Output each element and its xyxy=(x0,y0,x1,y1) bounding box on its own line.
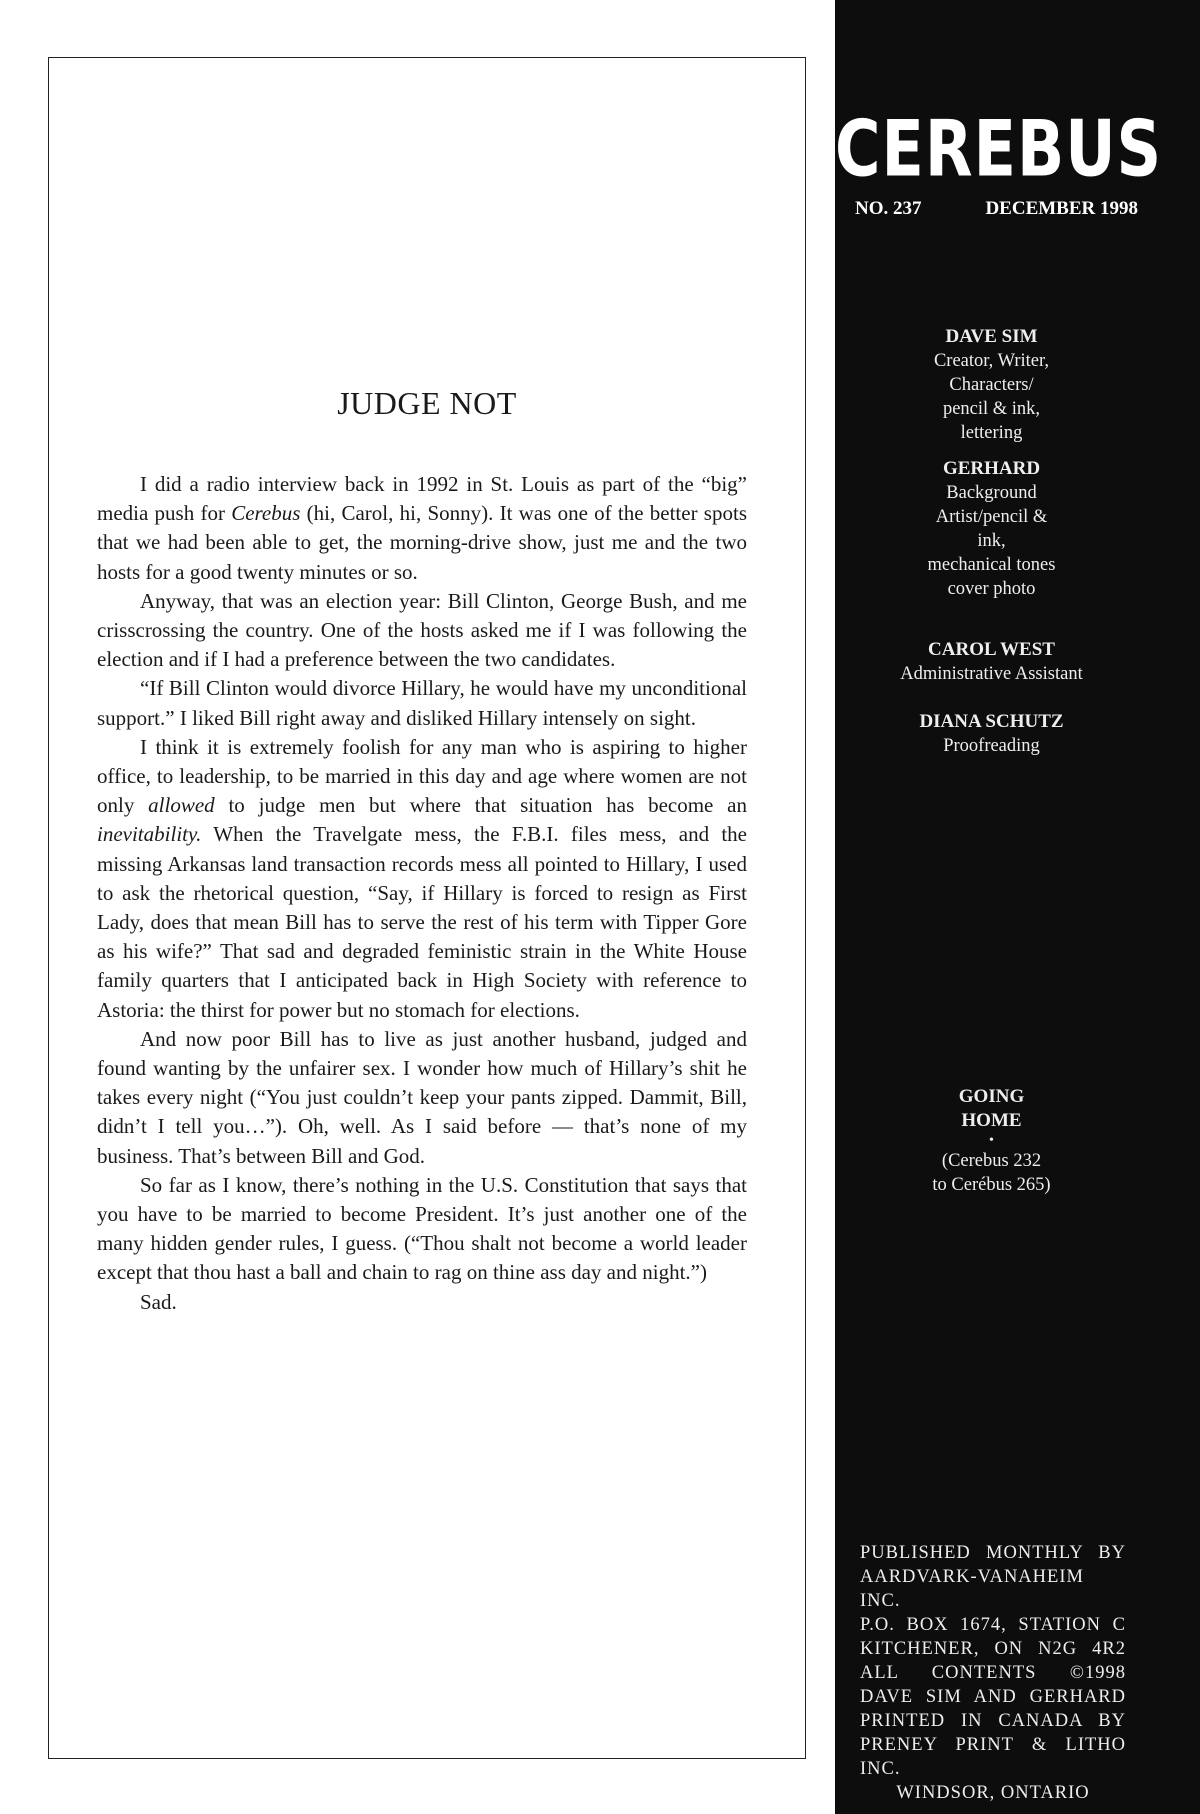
story-arc xyxy=(835,1085,1148,1197)
credit-name: GERHARD xyxy=(942,458,1041,479)
article-title: JUDGE NOT xyxy=(337,385,517,421)
paragraph: I think it is extremely foolish for any man who is aspiring to higher office, to leadership, to be married in this day and age where women are not only allowed to judge men but where that situation has become an inevitability. When the Travelgate mess, the F.B.I. files mess, and the missing Arkansas land transaction records mess all pointed to Hillary, I used to ask the rhetorical question, “Say, if Hillary is forced to resign as First Lady, does that mean Bill has to serve the rest of his term with Tipper Gore as his wife?” That sad and degraded feministic strain in the White House family quarters that I anticipated back in High Society with reference to Astoria: the thirst for power but no stomach for elections. xyxy=(97,734,747,1022)
publisher-line: KITCHENER, ON N2G 4R2 xyxy=(860,1639,1126,1659)
publisher-line: PUBLISHED MONTHLY BY xyxy=(860,1543,1126,1563)
credit-role: Characters/ xyxy=(949,375,1034,395)
credit-diana-schutz xyxy=(835,710,1148,758)
article-body xyxy=(97,470,747,1317)
publisher-line: PRENEY PRINT & LITHO INC. xyxy=(860,1735,1126,1779)
paragraph: Anyway, that was an election year: Bill Clinton, George Bush, and me crisscrossing the country. One of the hosts asked me if I was following the election and if I had a preference between the two candidates. xyxy=(97,588,747,672)
credit-name: DAVE SIM xyxy=(945,326,1038,347)
paragraph: “If Bill Clinton would divorce Hillary, he would have my unconditional support.” I liked Bill right away and disliked Hillary intensely on sight. xyxy=(97,676,747,730)
paragraph: Sad. xyxy=(140,1289,177,1314)
publisher-line: AARDVARK-VANAHEIM INC. xyxy=(860,1567,1084,1611)
credit-carol-west xyxy=(835,638,1148,686)
publisher-line: ALL CONTENTS ©1998 xyxy=(860,1663,1126,1683)
credit-role: Administrative Assistant xyxy=(900,664,1083,684)
paragraph: So far as I know, there’s nothing in the U.S. Constitution that says that you have to be married to become President. It’s just another one of the many hidden gender rules, I guess. (“Thou shalt not become a world leader except that thou hast a ball and chain to rag on thine ass day and night.”) xyxy=(97,1172,747,1285)
credit-role: Creator, Writer, xyxy=(933,351,1050,371)
paragraph: I did a radio interview back in 1992 in St. Louis as part of the “big” media push for Cerebus (hi, Carol, hi, Sonny). It was one of the better spots that we had been able to get, the morning-drive show, just me and the two hosts for a good twenty minutes or so. xyxy=(97,472,747,584)
credit-name: CAROL WEST xyxy=(928,639,1055,660)
issue-date: DECEMBER 1998 xyxy=(985,198,1138,219)
credit-role: pencil & ink, xyxy=(942,399,1041,419)
credit-gerhard xyxy=(835,457,1148,601)
story-title: HOME xyxy=(961,1110,1022,1131)
story-title: GOING xyxy=(958,1086,1025,1107)
credit-role: ink, xyxy=(977,531,1006,551)
credit-role: lettering xyxy=(960,423,1023,443)
issue-line xyxy=(855,198,1138,220)
story-range: to Cerébus 265) xyxy=(932,1175,1051,1195)
publisher-line: P.O. BOX 1674, STATION C xyxy=(860,1615,1126,1635)
publisher-line: DAVE SIM AND GERHARD xyxy=(860,1687,1126,1707)
credit-dave-sim xyxy=(835,325,1148,445)
publisher-line: WINDSOR, ONTARIO xyxy=(896,1783,1090,1803)
credit-role: cover photo xyxy=(947,579,1036,599)
issue-number: NO. 237 xyxy=(855,198,922,219)
paragraph: And now poor Bill has to live as just another husband, judged and found wanting by the unfairer sex. I wonder how much of Hillary’s shit he takes every night (“You just couldn’t keep your pants zipped. Dammit, Bill, didn’t I tell you…”). Oh, well. As I said before — that’s none of my business. That’s between Bill and God. xyxy=(97,1026,747,1168)
credit-role: mechanical tones xyxy=(927,555,1056,575)
story-range: (Cerebus 232 xyxy=(941,1151,1042,1171)
sidebar xyxy=(835,0,1200,1814)
publisher-line: PRINTED IN CANADA BY xyxy=(860,1711,1126,1731)
credit-role: Proofreading xyxy=(943,736,1040,756)
cerebus-logo: CEREBUS xyxy=(835,102,1163,195)
bullet: • xyxy=(989,1133,994,1148)
publisher-info xyxy=(860,1541,1126,1805)
credit-name: DIANA SCHUTZ xyxy=(919,711,1064,732)
credit-role: Background xyxy=(946,483,1037,503)
credit-role: Artist/pencil & xyxy=(935,507,1048,527)
